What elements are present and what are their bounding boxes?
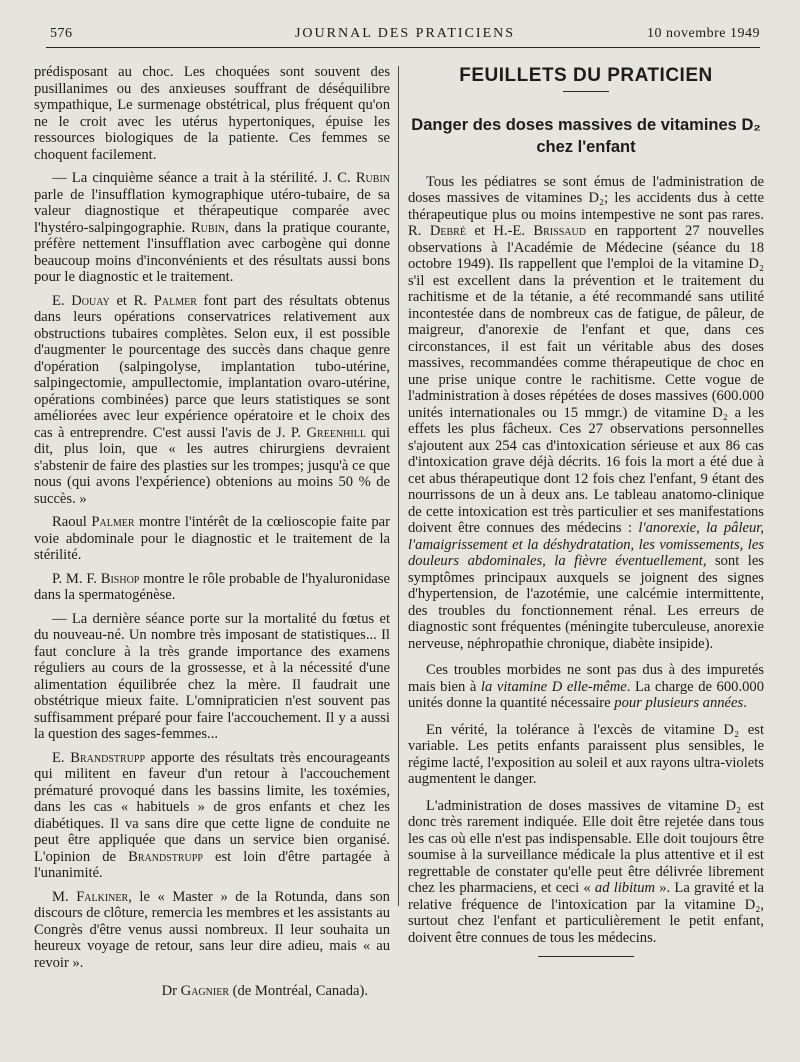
author-name: Rubin <box>190 219 226 236</box>
author-name: Bishop <box>100 570 140 587</box>
paragraph: Raoul Palmer montre l'intérêt de la cœlioscopie faite par voie abdominale pour le diagnostic et le traitement de la stérilité. <box>34 514 391 563</box>
author-name: Palmer <box>91 514 135 530</box>
paragraph: E. Brandstrupp apporte des résultats très encourageants qui militent en faveur d'un retour à l'accouchement prématuré provoqué dans les bassins limite, les toxémies, dans les cas « habituels » de gros enfants et chez les diabétiques. Il va sans dire que cette ligne de conduite ne peut être appliquée que dans un service bien organisé. L'opinion de Brandstrupp est loin d'être partagée à l'unanimité. <box>34 749 390 881</box>
article-title: Danger des doses massives de vitamines D₂ chez l'enfant <box>411 115 761 156</box>
author-name: Brandstrupp <box>70 749 146 766</box>
paragraph: E. Douay et R. Palmer font part des résultats obtenus dans leurs opérations conservatrices relativement aux obstructions tubaires complètes. Selon eux, il est possible d'augmenter le pourcentage des succès dans chaque genre d'opération (salpingolyse, implantation tubo-utérine, salpingectomie, ampullectomie, implantation ovaro-utérine, opérations combinées) parce que leurs statistiques se sont améliorées avec leur expérience opératoire et le choix des cas à entreprendre. C'est aussi l'avis de J. P. Greenhill qui dit, plus loin, que « les autres chirurgiens devraient s'abstenir de faire des plasties sur les trompes; jusqu'à ce que nous (qui avons l'expérience) obtenions au moins 50 % de succès. » <box>34 292 391 507</box>
author-name: Douay <box>71 292 110 309</box>
paragraph: L'administration de doses massives de vitamine D₂ est donc très rarement indiquée. Elle doit être rejetée dans tous les cas où elle n'est pas indispensable. Elle doit toujours être soumise à la surveillance médicale la plus attentive et il est regrettable de constater qu'elle peut être délivrée librement chez les pharmaciens, et ceci « ad libitum ». La gravité et la relative fréquence de l'intoxication par la vitamine D₂, surtout chez l'enfant et particulièrement le petit enfant, doivent être connues de tous les médecins. <box>408 797 764 946</box>
page-number: 576 <box>50 26 73 41</box>
author-name: Palmer <box>153 292 197 309</box>
right-column <box>408 64 764 957</box>
paragraph: M. Falkiner, le « Master » de la Rotunda, dans son discours de clôture, remercia les membres et les assistants au Congrès d'être venus aussi nombreux. Il leur souhaita un heureux voyage de retour, sans leur dire adieu, mais « au revoir ». <box>34 888 390 971</box>
left-column <box>34 64 390 1000</box>
header-rule <box>46 47 760 48</box>
section-rule <box>563 91 609 92</box>
author-name: Greenhill <box>306 424 366 441</box>
author-name: Brissaud <box>533 223 586 239</box>
section-title: FEUILLETS DU PRATICIEN <box>459 65 713 86</box>
author-name: Falkiner <box>76 888 129 905</box>
end-rule <box>538 956 634 957</box>
paragraph: — La cinquième séance a trait à la stérilité. J. C. Rubin parle de l'insufflation kymographique utéro-tubaire, de sa valeur diagnostique et thérapeutique comparée avec l'hystéro-salpingographie. Rubin, dans la pratique courante, préfère nettement l'insufflation avec carbogène qui donne beaucoup moins d'inconvénients et des résultats aussi bons pour le diagnostic et le traitement. <box>34 170 390 285</box>
issue-date: 10 novembre 1949 <box>647 26 760 41</box>
paragraph: Ces troubles morbides ne sont pas dus à des impuretés mais bien à la vitamine D elle-même. La charge de 600.000 unités donne la quantité nécessaire pour plusieurs années. <box>408 662 764 711</box>
paragraph: En vérité, la tolérance à l'excès de vitamine D₂ est variable. Les petits enfants paraissent plus sensibles, le régime lacté, l'exposition au soleil et aux rayons ultra-violets augmentent le danger. <box>408 721 764 787</box>
journal-title: JOURNAL DES PRATICIENS <box>294 26 516 41</box>
author-name: Debré <box>429 223 466 239</box>
signature: Dr Gagnier (de Montréal, Canada). <box>161 983 368 999</box>
author-name: Rubin <box>355 170 390 186</box>
column-divider <box>398 66 399 906</box>
paragraph: prédisposant au choc. Les choquées sont souvent des pusillanimes ou des anxieuses souffrant de déséquilibre sympathique, Le surmenage obstétrical, plus fréquent qu'on ne le croit avec les utérus hypertoniques, épuise les ressources biologiques de la patiente. Ces femmes se choquent facilement. <box>34 64 390 163</box>
author-name: Brandstrupp <box>128 848 203 865</box>
running-header <box>50 26 760 48</box>
paragraph: — La dernière séance porte sur la mortalité du fœtus et du nouveau-né. Un nombre très imposant de statistiques... Il faut conclure à la très grande importance des examens réguliers au cours de la grossesse, et à la nécessité d'une alimentation équilibrée chez la mère. Il faudrait une obstétrique mieux faite. L'omnipraticien n'est souvent pas suffisamment préparé pour faire l'accouchement. Il y a aussi la question des sages-femmes... <box>34 610 390 742</box>
paragraph: Tous les pédiatres se sont émus de l'administration de doses massives de vitamines D₂; les accidents dus à cette thérapeutique plus ou moins intempestive ne sont pas rares. R. Debré et H.-E. Brissaud en rapportent 27 nouvelles observations à l'Académie de Médecine (séance du 18 octobre 1949). Ils rappellent que l'emploi de la vitamine D₂ s'il est excellent dans la prévention et le traitement du rachitisme et de la tétanie, a été recommandé sans utilité incontestée dans de nombreux cas de fatigue, de pâleur, de maigreur, d'anorexie de l'enfant et que, dans ces circonstances, il est fait un véritable abus des doses massives, recommandées comme thérapeutique de choc en une prise unique contre le rachitisme. Cette vogue de l'administration à doses répétées de doses massives (600.000 unités internationales ou 15 mmgr.) de vitamine D₂ a les effets les plus fâcheux. Ces 27 observations personnelles s'ajoutent aux 254 cas d'intoxication sérieuse et aux 86 cas d'intoxication grave déjà décrits. 16 fois la mort a été due à cet abus thérapeutique dont 12 fois chez l'enfant, 9 étant des nourrissons de un à deux ans. Le tableau anatomo-clinique de cette intoxication est très particulier et ses manifestations doivent être connues des médecins : l'anorexie, la pâleur, l'amaigrissement et la déshydratation, les vomissements, les douleurs abdominales, la fièvre éventuellement, sont les symptômes principaux auxquels se joignent des signes d'hypertension, de l'azotémie, une calcémie intermittente, des troubles du fonctionnement rénal. Les erreurs de diagnostic sont fréquentes (méningite tuberculeuse, anorexie nerveuse, néphropathie chronique, diabète insipide). <box>408 173 764 652</box>
paragraph: P. M. F. Bishop montre le rôle probable de l'hyaluronidase dans la spermatogénèse. <box>34 570 390 603</box>
